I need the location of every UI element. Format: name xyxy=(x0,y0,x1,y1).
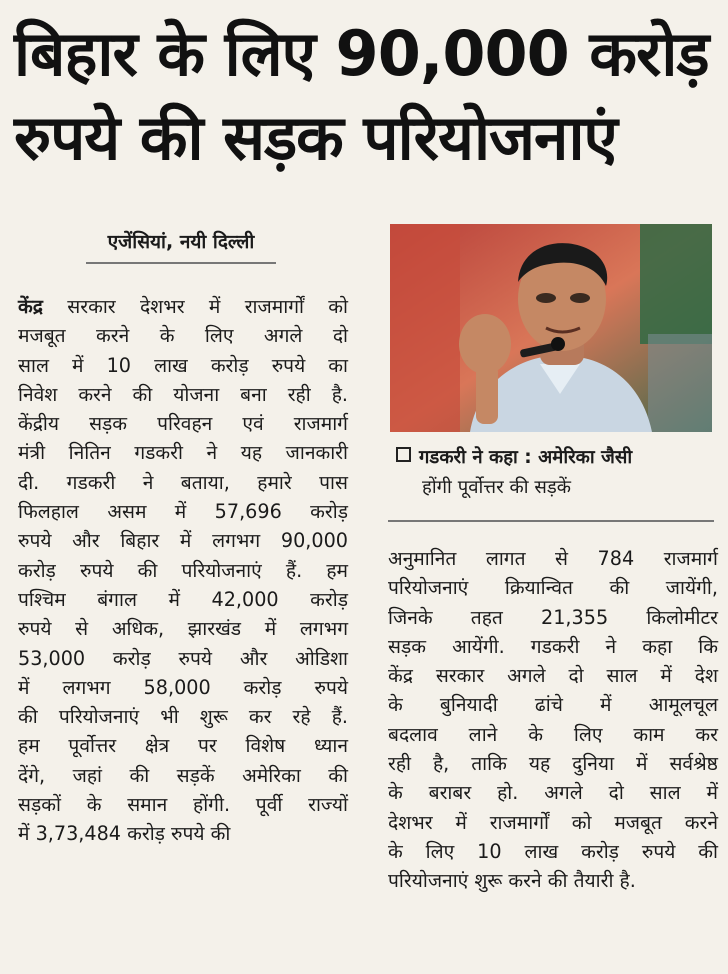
right-column-line: के बराबर हो. अगले दो साल में xyxy=(388,781,718,805)
right-column-line: रही है, ताकि यह दुनिया में सर्वश्रेष्ठ xyxy=(388,752,718,776)
lead-word: केंद्र xyxy=(18,295,43,318)
right-column-line: केंद्र सरकार अगले दो साल में देश xyxy=(388,664,718,688)
left-column-line: की परियोजनाएं भी शुरू कर रहे हैं. xyxy=(18,705,348,729)
left-column-line: फिलहाल असम में 57,696 करोड़ xyxy=(18,500,348,524)
left-column-line: साल में 10 लाख करोड़ रुपये का xyxy=(18,353,348,377)
photo-caption-line-2: होंगी पूर्वोत्तर की सड़कें xyxy=(422,477,572,498)
caption-bullet-square-icon xyxy=(396,447,411,462)
right-column-line: सड़क आयेंगी. गडकरी ने कहा कि xyxy=(388,634,718,658)
right-column-line: परियोजनाएं क्रियान्वित की जायेंगी, xyxy=(388,576,718,600)
right-column-line: के बुनियादी ढांचे में आमूलचूल xyxy=(388,693,718,717)
article-left-column xyxy=(18,292,348,849)
news-photo xyxy=(390,224,712,432)
left-column-line: केंद्रीय सड़क परिवहन एवं राजमार्ग xyxy=(18,412,348,436)
headline xyxy=(14,12,714,180)
left-column-line: करोड़ रुपये की परियोजनाएं हैं. हम xyxy=(18,558,348,582)
headline-line-1: बिहार के लिए 90,000 करोड़ xyxy=(14,17,709,90)
caption-divider-rule xyxy=(388,520,714,522)
left-column-line: में लगभग 58,000 करोड़ रुपये xyxy=(18,675,348,699)
right-column-line: के लिए 10 लाख करोड़ रुपये की xyxy=(388,839,718,863)
left-column-line: पश्चिम बंगाल में 42,000 करोड़ xyxy=(18,587,348,611)
left-column-line: देंगे, जहां की सड़कें अमेरिका की xyxy=(18,763,348,787)
left-column-line: रुपये और बिहार में लगभग 90,000 xyxy=(18,529,348,553)
headline-line-2: रुपये की सड़क परियोजनाएं xyxy=(14,101,617,174)
byline: एजेंसियां, नयी दिल्ली xyxy=(86,228,276,264)
left-column-line-text: सरकार देशभर में राजमार्गों को xyxy=(42,295,348,318)
left-column-line: 53,000 करोड़ रुपये और ओडिशा xyxy=(18,646,348,670)
right-column-line: जिनके तहत 21,355 किलोमीटर xyxy=(388,605,718,629)
photo-caption xyxy=(396,443,716,503)
left-column-line: मंत्री नितिन गडकरी ने यह जानकारी xyxy=(18,441,348,465)
article-right-column xyxy=(388,544,718,896)
left-column-line xyxy=(18,292,348,321)
left-column-line: हम पूर्वोत्तर क्षेत्र पर विशेष ध्यान xyxy=(18,734,348,758)
left-column-line: रुपये से अधिक, झारखंड में लगभग xyxy=(18,617,348,641)
left-column-line: मजबूत करने के लिए अगले दो xyxy=(18,324,348,348)
left-column-line: में 3,73,484 करोड़ रुपये की xyxy=(18,822,231,846)
right-column-line: परियोजनाएं शुरू करने की तैयारी है. xyxy=(388,869,636,893)
left-column-line: दी. गडकरी ने बताया, हमारे पास xyxy=(18,470,348,494)
photo-caption-line-1: गडकरी ने कहा : अमेरिका जैसी xyxy=(419,447,633,468)
left-column-line: निवेश करने की योजना बना रही है. xyxy=(18,382,348,406)
left-column-line: सड़कों के समान होंगी. पूर्वी राज्यों xyxy=(18,793,348,817)
right-column-line: देशभर में राजमार्गों को मजबूत करने xyxy=(388,810,718,834)
speaker-photo-illustration xyxy=(390,224,712,432)
right-column-line: बदलाव लाने के लिए काम कर xyxy=(388,722,718,746)
right-column-line: अनुमानित लागत से 784 राजमार्ग xyxy=(388,547,718,570)
